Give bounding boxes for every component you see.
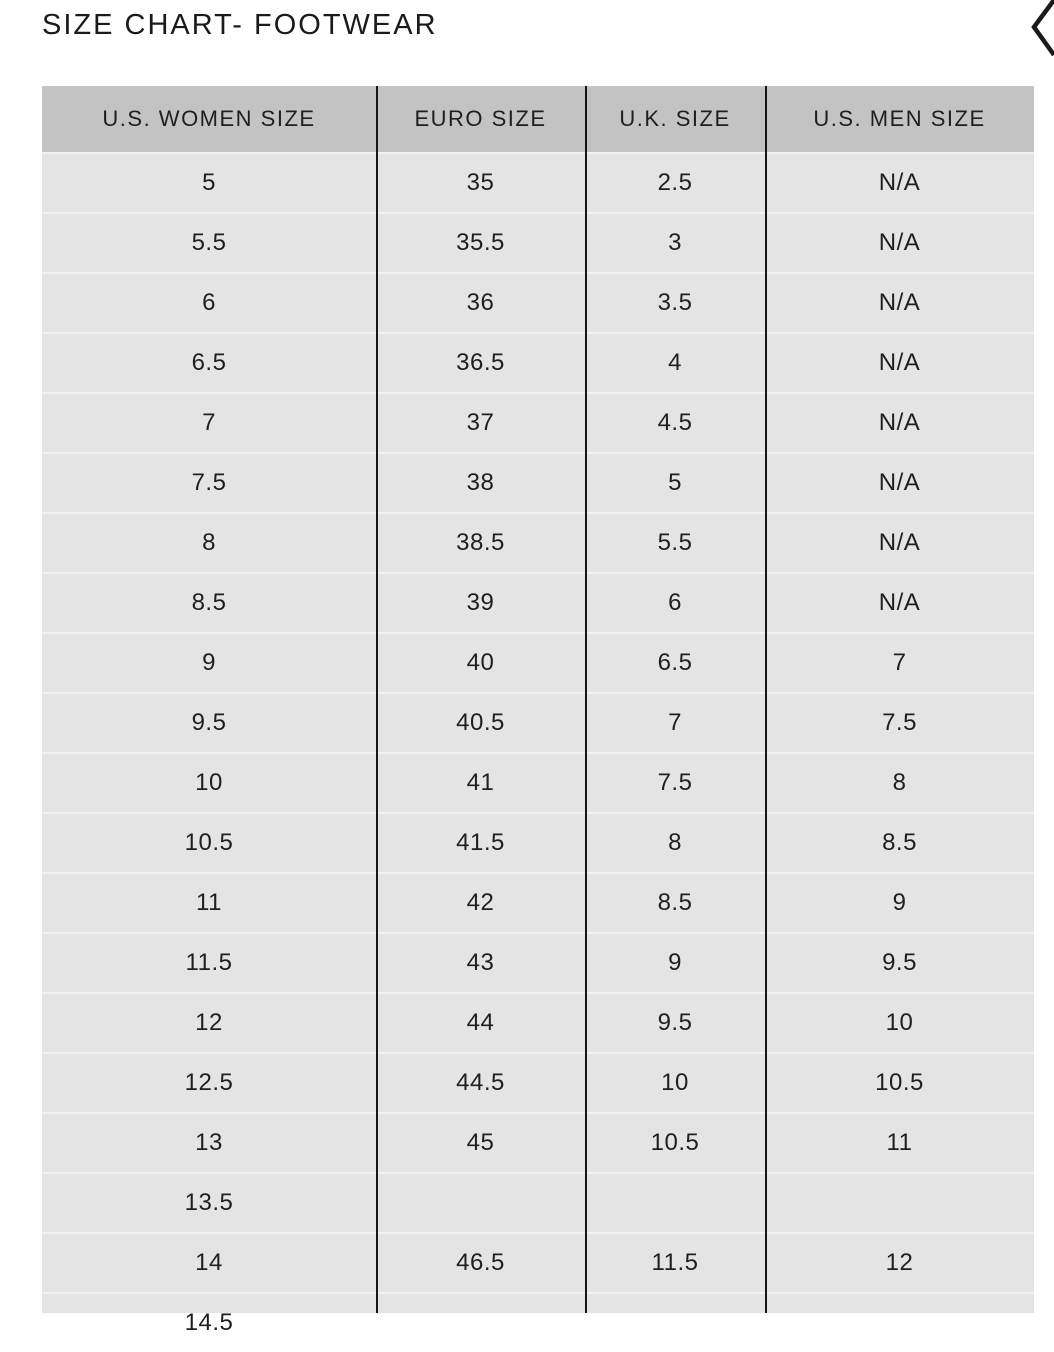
table-row	[42, 812, 1034, 872]
table-cell: 41.5	[456, 829, 505, 856]
table-cell: 6	[202, 289, 216, 316]
table-cell	[585, 1294, 765, 1352]
table-cell	[376, 1174, 585, 1232]
table-cell: 44.5	[456, 1069, 505, 1096]
table-cell: 5	[668, 469, 682, 496]
table-cell: 10	[885, 1009, 914, 1036]
table-cell: 38	[466, 469, 495, 496]
table-cell: 13	[195, 1129, 223, 1156]
column-header: U.S. MEN SIZE	[813, 106, 986, 131]
table-cell: 42	[466, 889, 495, 916]
column-divider	[376, 86, 378, 1313]
table-cell: 10.5	[184, 829, 234, 856]
table-cell: 7	[202, 409, 216, 436]
table-row	[42, 1112, 1034, 1172]
table-cell: 8.5	[882, 829, 917, 856]
table-row	[42, 872, 1034, 932]
size-chart-table[interactable]	[42, 86, 1034, 1336]
table-cell: 9.5	[191, 709, 227, 736]
table-row	[42, 932, 1034, 992]
table-cell: 5	[202, 169, 216, 196]
table-row	[42, 752, 1034, 812]
table-cell: 3.5	[657, 289, 693, 316]
table-cell: 8	[892, 769, 907, 796]
table-cell: 9	[892, 889, 907, 916]
table-cell: 8.5	[191, 589, 227, 616]
table-cell: 9.5	[882, 949, 917, 976]
table-row	[42, 692, 1034, 752]
table-cell: 35.5	[456, 229, 505, 256]
table-row	[42, 152, 1034, 212]
table-row	[42, 1172, 1034, 1232]
table-cell: 6	[668, 589, 682, 616]
table-cell	[585, 1174, 765, 1232]
table-cell: 38.5	[456, 529, 505, 556]
table-cell: 35	[466, 169, 495, 196]
table-cell: 6.5	[191, 349, 227, 376]
table-row	[42, 632, 1034, 692]
table-cell: 44	[466, 1009, 495, 1036]
table-cell: 9	[202, 649, 216, 676]
table-cell: 43	[466, 949, 495, 976]
table-row	[42, 572, 1034, 632]
table-cell: 3	[668, 229, 682, 256]
column-header: EURO SIZE	[414, 106, 547, 131]
table-cell: 4	[668, 349, 682, 376]
table-cell: N/A	[878, 469, 921, 496]
table-cell	[376, 1294, 585, 1352]
table-cell: 7	[892, 649, 907, 676]
table-cell: 14	[195, 1249, 223, 1276]
table-row	[42, 392, 1034, 452]
table-cell: N/A	[878, 289, 921, 316]
table-row	[42, 1232, 1034, 1292]
table-cell: 12	[885, 1249, 914, 1276]
table-row	[42, 272, 1034, 332]
table-cell: 2.5	[657, 169, 693, 196]
table-cell: 36	[466, 289, 495, 316]
table-cell: 46.5	[456, 1249, 505, 1276]
table-cell: 10.5	[875, 1069, 924, 1096]
table-cell: 8	[202, 529, 216, 556]
table-cell: 4.5	[657, 409, 693, 436]
table-cell: 36.5	[456, 349, 505, 376]
table-cell: 10.5	[650, 1129, 700, 1156]
table-cell: 6.5	[657, 649, 693, 676]
table-cell: N/A	[878, 229, 921, 256]
table-cell: 5.5	[657, 529, 693, 556]
table-cell: 7.5	[191, 469, 227, 496]
table-row	[42, 452, 1034, 512]
table-cell: 12.5	[184, 1069, 234, 1096]
table-row	[42, 1292, 1034, 1352]
close-button[interactable]	[1014, 0, 1054, 60]
table-cell: 12	[195, 1009, 223, 1036]
table-cell	[765, 1294, 1034, 1352]
table-cell: 7.5	[882, 709, 917, 736]
table-cell: 41	[466, 769, 495, 796]
column-header: U.S. WOMEN SIZE	[102, 106, 316, 131]
column-divider	[585, 86, 587, 1313]
table-cell: N/A	[878, 589, 921, 616]
table-cell: N/A	[878, 409, 921, 436]
table-cell: 9	[668, 949, 682, 976]
table-row	[42, 1052, 1034, 1112]
table-cell: N/A	[878, 349, 921, 376]
table-cell: 5.5	[191, 229, 227, 256]
table-cell: 9.5	[657, 1009, 693, 1036]
table-cell: 10	[195, 769, 223, 796]
table-row	[42, 992, 1034, 1052]
table-header-row	[42, 86, 1034, 152]
table-row	[42, 332, 1034, 392]
table-cell: 45	[466, 1129, 495, 1156]
table-cell: 11	[196, 889, 222, 916]
table-cell: 39	[466, 589, 495, 616]
table-row	[42, 512, 1034, 572]
table-cell: 7	[668, 709, 682, 736]
column-header: U.K. SIZE	[619, 106, 731, 131]
table-cell: 11.5	[651, 1249, 699, 1276]
table-cell: 37	[466, 409, 495, 436]
table-cell: N/A	[878, 169, 921, 196]
table-cell: 8	[668, 829, 682, 856]
table-row	[42, 212, 1034, 272]
table-cell: 7.5	[657, 769, 693, 796]
table-cell: 8.5	[657, 889, 693, 916]
page-title: SIZE CHART- FOOTWEAR	[42, 9, 438, 41]
column-divider	[765, 86, 767, 1313]
table-cell	[765, 1174, 1034, 1232]
table-cell: 11	[886, 1129, 913, 1156]
table-body	[42, 152, 1034, 1352]
table-cell: 11.5	[185, 949, 233, 976]
table-cell: 40	[466, 649, 495, 676]
table-cell: 10	[661, 1069, 689, 1096]
table-cell: 40.5	[456, 709, 505, 736]
table-cell: 14.5	[184, 1309, 234, 1336]
table-cell: 13.5	[184, 1189, 234, 1216]
close-icon	[1014, 0, 1054, 60]
table-cell: N/A	[878, 529, 921, 556]
